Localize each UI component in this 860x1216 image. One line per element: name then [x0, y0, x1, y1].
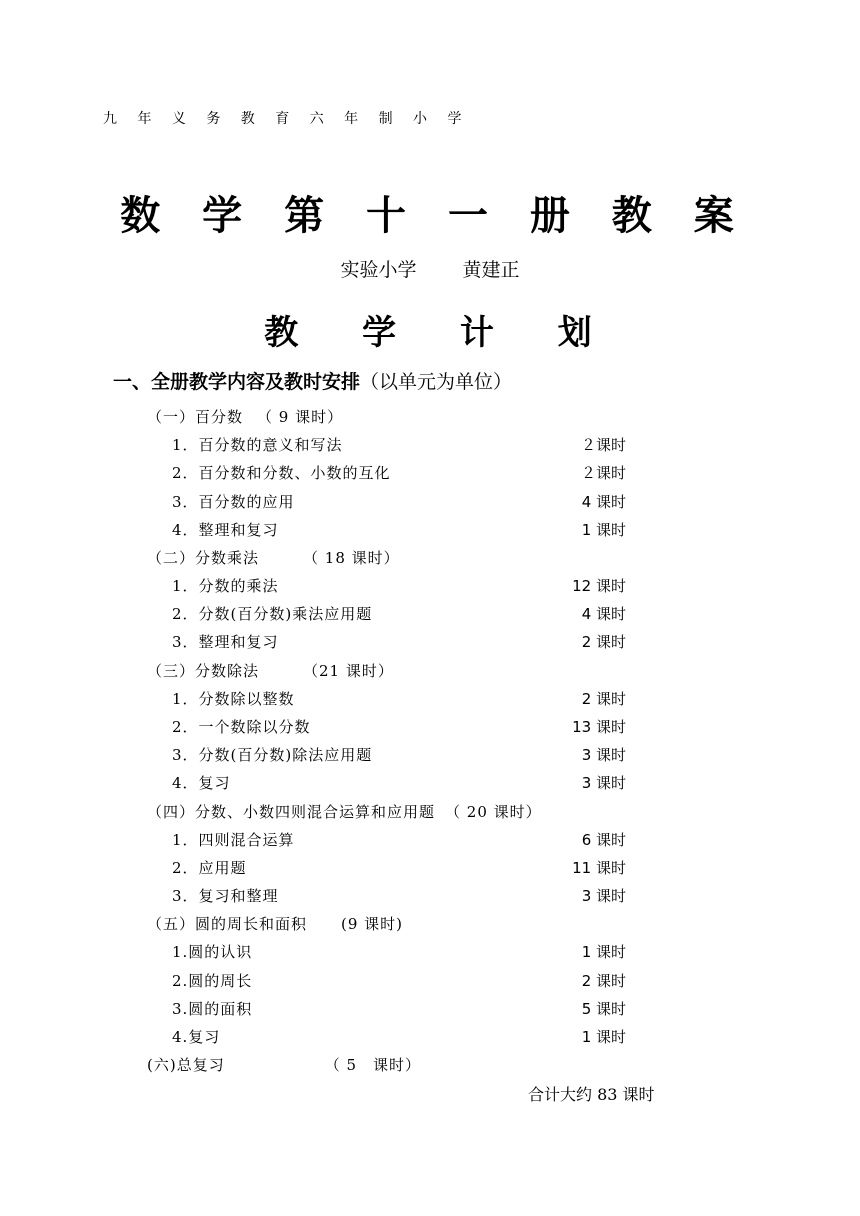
lesson-item: 3．百分数的应用	[172, 493, 295, 511]
author-name: 黄建正	[462, 259, 520, 281]
lesson-hours: 11 课时	[572, 859, 626, 877]
lesson-hours: 2 课时	[581, 690, 626, 708]
lesson-item: 3.圆的面积	[172, 1000, 253, 1018]
unit-name: （三）分数除法	[147, 662, 260, 680]
lesson-hours: 13 课时	[572, 718, 626, 736]
unit-hours: （ 5 课时）	[324, 1056, 422, 1074]
part-title-note: （以单元为单位）	[360, 371, 513, 393]
part-title	[113, 367, 512, 394]
lesson-item: 4．复习	[172, 774, 231, 792]
lesson-hours: 3 课时	[581, 774, 626, 792]
unit-heading	[147, 1054, 421, 1075]
lesson-hours: 6 课时	[581, 831, 626, 849]
lesson-item: 3．整理和复习	[172, 633, 279, 651]
author-school: 实验小学	[340, 259, 417, 281]
unit-hours: （ 20 课时）	[445, 803, 542, 821]
unit-name: （一）百分数	[147, 408, 244, 426]
lesson-hours: 3 课时	[581, 746, 626, 764]
lesson-item: 1．分数除以整数	[172, 690, 295, 708]
lesson-hours: 12 课时	[572, 577, 626, 595]
lesson-item: 3．分数(百分数)除法应用题	[172, 746, 373, 764]
lesson-hours: 4 课时	[581, 605, 626, 623]
unit-heading	[147, 406, 343, 427]
unit-name: （二）分数乘法	[147, 549, 260, 567]
total-hours: 合计大约 83 课时	[528, 1085, 655, 1104]
series-header: 九 年 义 务 教 育 六 年 制 小 学	[103, 111, 470, 127]
lesson-hours: ２课时	[580, 436, 626, 454]
lesson-hours: 2 课时	[581, 633, 626, 651]
unit-name: （五）圆的周长和面积	[147, 915, 308, 933]
lesson-hours: 2 课时	[581, 972, 626, 990]
unit-heading	[147, 547, 400, 568]
author-line	[0, 255, 860, 282]
lesson-item: 2．分数(百分数)乘法应用题	[172, 605, 373, 623]
lesson-hours: 1 课时	[581, 1028, 626, 1046]
lesson-item: 1．分数的乘法	[172, 577, 279, 595]
lesson-hours: 5 课时	[581, 1000, 626, 1018]
unit-heading	[147, 660, 394, 681]
lesson-item: 3．复习和整理	[172, 887, 279, 905]
document-title: 数 学 第 十 一 册 教 案	[120, 193, 748, 239]
unit-name: （四）分数、小数四则混合运算和应用题	[147, 803, 436, 821]
lesson-hours: 1 课时	[581, 943, 626, 961]
lesson-item: 2．应用题	[172, 859, 247, 877]
lesson-item: 1.圆的认识	[172, 943, 253, 961]
lesson-hours: 1 课时	[581, 521, 626, 539]
unit-hours: （21 课时）	[303, 662, 394, 680]
unit-heading	[147, 801, 542, 822]
unit-hours: （ 18 课时）	[303, 549, 400, 567]
lesson-hours: 3 课时	[581, 887, 626, 905]
unit-heading	[147, 913, 403, 934]
unit-hours: （ 9 课时）	[257, 408, 344, 426]
lesson-hours: ２课时	[580, 464, 626, 482]
lesson-hours: 4 课时	[581, 493, 626, 511]
lesson-item: 4.复习	[172, 1028, 221, 1046]
lesson-item: 1．百分数的意义和写法	[172, 436, 343, 454]
part-title-main: 一、全册教学内容及教时安排	[113, 371, 361, 393]
lesson-item: 4．整理和复习	[172, 521, 279, 539]
lesson-item: 2．百分数和分数、小数的互化	[172, 464, 391, 482]
unit-hours: (9 课时)	[341, 915, 404, 933]
lesson-item: 2．一个数除以分数	[172, 718, 311, 736]
section-title: 教 学 计 划	[264, 313, 618, 353]
lesson-item: 1．四则混合运算	[172, 831, 295, 849]
lesson-item: 2.圆的周长	[172, 972, 253, 990]
unit-name: (六)总复习	[147, 1056, 225, 1074]
